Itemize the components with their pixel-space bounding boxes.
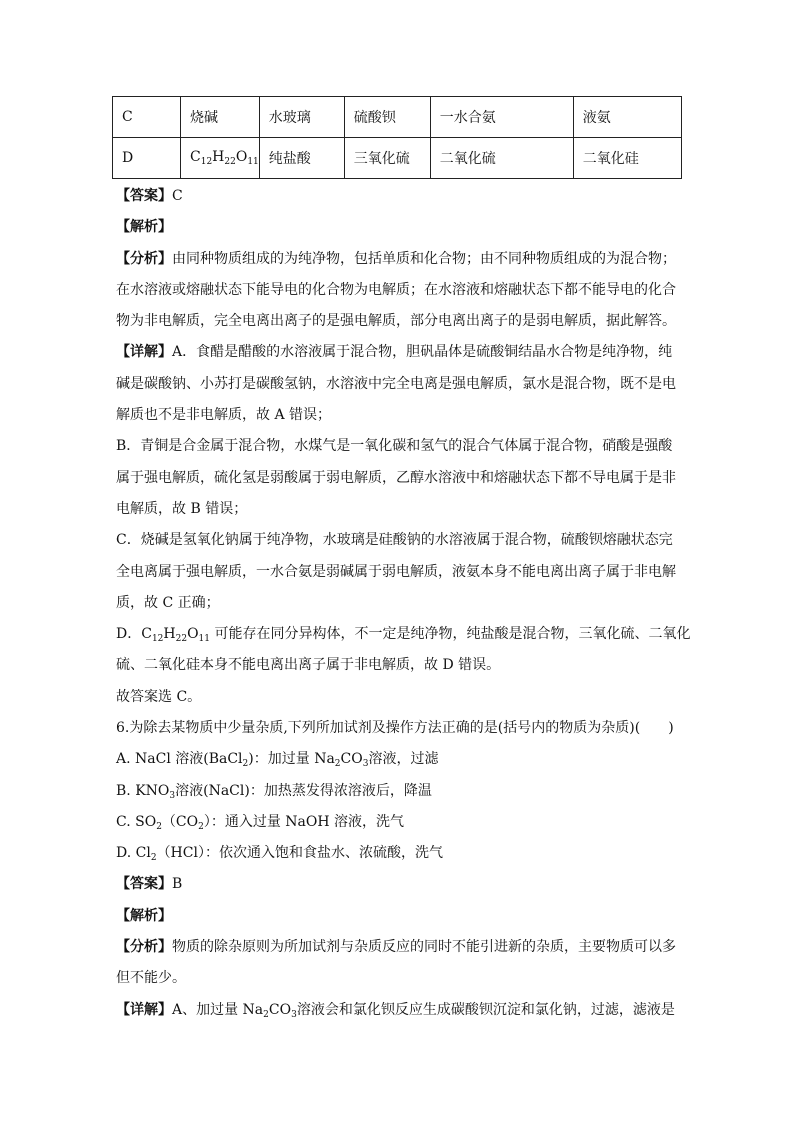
text-line: 【详解】A、加过量 $Na_2CO_3$溶液会和氯化钡反应生成碳酸钡沉淀和氯化钠，过滤，滤液是 bbox=[116, 1001, 675, 1020]
text-line: 解质也不是非电解质，故 A 错误； bbox=[116, 407, 332, 424]
text-line: 硫、二氧化硅本身不能电离出离子属于非电解质，故 D 错误。 bbox=[116, 657, 501, 674]
q5-answer-block bbox=[116, 181, 691, 713]
text-line: 质，故 C 正确； bbox=[116, 594, 220, 611]
table-cell: 液氨 bbox=[573, 97, 681, 138]
text-line: B．青铜是合金属于混合物，水煤气是一氧化碳和氢气的混合气体属于混合物，硝酸是强酸 bbox=[116, 438, 673, 455]
option-b: B. $KNO_3$溶液(NaCl)：加热蒸发得浓溶液后，降温 bbox=[116, 782, 432, 801]
conclusion-line: 故答案选 C。 bbox=[116, 688, 202, 705]
question-stem: 6.为除去某物质中少量杂质,下列所加试剂及操作方法正确的是(括号内的物质为杂质)( ) bbox=[116, 720, 674, 736]
text-line: 碱是碳酸钠、小苏打是碳酸氢钠，水溶液中完全电离是强电解质，氯水是混合物，既不是电 bbox=[116, 375, 676, 392]
table-row bbox=[113, 138, 682, 179]
text-line: 但不能少。 bbox=[116, 970, 186, 987]
option-c: C. $SO_2(CO_2)$：通入过量 NaOH 溶液，洗气 bbox=[116, 813, 405, 832]
table-cell: 二氧化硅 bbox=[573, 138, 681, 179]
option-a: A. NaCl 溶液(BaCl$_2$)：加过量 $Na_2CO_3$溶液，过滤 bbox=[116, 751, 439, 770]
table-cell: 纯盐酸 bbox=[259, 138, 344, 179]
table-cell: D bbox=[113, 138, 181, 179]
table-cell bbox=[181, 138, 260, 179]
table-cell: 一水合氨 bbox=[430, 97, 573, 138]
text-line: C．烧碱是氢氧化钠属于纯净物，水玻璃是硅酸钠的水溶液属于混合物，硫酸钡熔融状态完 bbox=[116, 532, 673, 549]
table-cell: 硫酸钡 bbox=[344, 97, 430, 138]
text-line: 物为非电解质，完全电离出离子的是强电解质，部分电离出离子的是弱电解质，据此解答。 bbox=[116, 313, 676, 330]
answer-line: 【答案】C bbox=[116, 188, 183, 204]
analysis-title: 【解析】 bbox=[116, 907, 172, 924]
table-cell: C bbox=[113, 97, 181, 138]
option-d: D. $Cl_2(HCl)$：依次通入饱和食盐水、浓硫酸，洗气 bbox=[116, 845, 443, 864]
answer-line: 【答案】B bbox=[116, 876, 183, 893]
q6-block bbox=[116, 713, 684, 1026]
table-cell: 三氧化硫 bbox=[344, 138, 430, 179]
table-cell: 水玻璃 bbox=[259, 97, 344, 138]
text-line: 在水溶液或熔融状态下能导电的化合物为电解质；在水溶液和熔融状态下都不能导电的化合 bbox=[116, 281, 676, 298]
table-row bbox=[113, 97, 682, 138]
text-line: 属于强电解质，硫化氢是弱酸属于弱电解质，乙醇水溶液中和熔融状态下都不导电属于是非 bbox=[116, 469, 676, 486]
options-table bbox=[112, 96, 682, 179]
text-line: 全电离属于强电解质，一水合氨是弱碱属于弱电解质，液氨本身不能电离出离子属于非电解 bbox=[116, 563, 676, 580]
text-line: D．$C_{12}H_{22}O_{11}$ 可能存在同分异构体，不一定是纯净物，纯盐酸是混合物，三氧化硫、二氧化 bbox=[116, 626, 691, 645]
text-line: 电解质，故 B 错误； bbox=[116, 500, 248, 517]
table-cell: 烧碱 bbox=[181, 97, 260, 138]
analysis-title: 【解析】 bbox=[116, 219, 172, 236]
table-cell: 二氧化硫 bbox=[430, 138, 573, 179]
text-line: 【分析】物质的除杂原则为所加试剂与杂质反应的同时不能引进新的杂质，主要物质可以多 bbox=[116, 939, 676, 956]
formula: $C_{12}H_{22}O_{11}$ bbox=[190, 149, 259, 167]
text-line: 【分析】由同种物质组成的为纯净物，包括单质和化合物；由不同种物质组成的为混合物； bbox=[116, 250, 676, 267]
text-line: 【详解】A．食醋是醋酸的水溶液属于混合物，胆矾晶体是硫酸铜结晶水合物是纯净物，纯 bbox=[116, 344, 673, 361]
